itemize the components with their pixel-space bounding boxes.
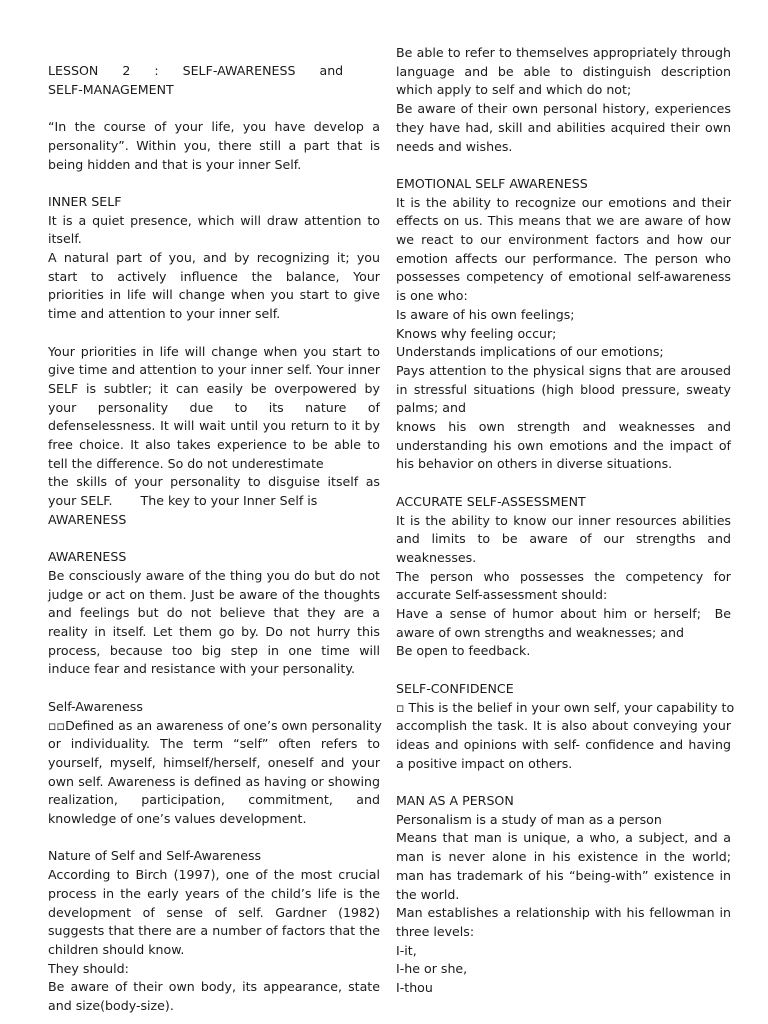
left-column bbox=[48, 62, 380, 1016]
inner-self-paragraph-1: It is a quiet presence, which will draw attention to itself. bbox=[48, 212, 380, 247]
humor-line2: aware of own strengths and weaknesses; and bbox=[396, 624, 684, 640]
emotional-item-3: Understands implications of our emotions; bbox=[396, 344, 664, 360]
skills-line3: AWARENESS bbox=[48, 511, 127, 527]
accurate-heading: ACCURATE SELF-ASSESSMENT bbox=[396, 493, 586, 509]
strengths-paragraph: knows his own strength and weaknesses and understanding his own emotions and the impact of his behavior on others in diverse situations. bbox=[396, 419, 731, 472]
level-item-1: I-it, bbox=[396, 942, 417, 958]
self-awareness-line1 bbox=[48, 717, 388, 736]
emotional-item-2: Knows why feeling occur; bbox=[396, 325, 557, 341]
skills-line1: the skills of your personality to disguise itself as bbox=[48, 474, 380, 490]
nature-paragraph: According to Birch (1997), one of the most crucial process in the early years of the child’s life is the development of sense of self. Gardner (1982) suggests that there are a number of factors that the children should know. bbox=[48, 867, 380, 957]
skills-paragraph bbox=[48, 473, 380, 529]
confidence-line1 bbox=[396, 699, 735, 718]
emotional-item-1: Is aware of his own feelings; bbox=[396, 306, 575, 322]
means-paragraph: Means that man is unique, a who, a subject, and a man is never alone in his existence in the world; man has trademark of his “being-with” existence in the world. bbox=[396, 830, 731, 902]
self-awareness-paragraph: or individuality. The term “self” often refers to yourself, myself, himself/herself, oneself and your own self. Awareness is defined as having or showing realization, participation, commitment, and knowledge of one’s values development. bbox=[48, 736, 380, 827]
nature-heading: Nature of Self and Self-Awareness bbox=[48, 848, 262, 864]
humor-paragraph bbox=[396, 605, 731, 642]
relationship-paragraph: Man establishes a relationship with his fellowman in three levels: bbox=[396, 905, 731, 939]
inner-self-paragraph-2: A natural part of you, and by recognizing it; you start to actively influence the balance, Your priorities in life will change when you start to give time and attention to your inner self. bbox=[48, 250, 380, 322]
glyph-placeholder-icon: ▫▫ bbox=[48, 717, 66, 733]
skills-line2: your SELF. The key to your Inner Self is bbox=[48, 493, 318, 509]
level-item-2: I-he or she, bbox=[396, 961, 468, 977]
refer-paragraph: Be able to refer to themselves appropriately through language and be able to distinguish description which apply to self and which do not; bbox=[396, 45, 731, 98]
feedback-line: Be open to feedback. bbox=[396, 643, 531, 659]
confidence-heading: SELF-CONFIDENCE bbox=[396, 680, 514, 696]
history-paragraph: Be aware of their own personal history, experiences they have had, skill and abilities acquired their own needs and wishes. bbox=[396, 101, 731, 154]
self-awareness-heading: Self-Awareness bbox=[48, 698, 143, 714]
should-label: They should: bbox=[48, 960, 129, 976]
level-item-3: I-thou bbox=[396, 980, 433, 996]
awareness-heading: AWARENESS bbox=[48, 549, 127, 565]
self-awareness-line1-text: Defined as an awareness of one’s own personality bbox=[65, 717, 382, 733]
emotional-paragraph: It is the ability to recognize our emotions and their effects on us. This means that we are aware of how we react to our environment factors and how our emotion affects our performance. The person who possesses competency of emotional self-awareness is one who: bbox=[396, 194, 731, 304]
competency-paragraph: The person who possesses the competency for accurate Self-assessment should: bbox=[396, 568, 731, 603]
awareness-paragraph: Be consciously aware of the thing you do but do not judge or act on them. Just be aware of the thoughts and feelings but do not believe that they are a reality in itself. Let them go by. Do not hurry this process, because too big step in one time will induce fear and resistance with your personality. bbox=[48, 567, 380, 677]
accurate-paragraph: It is the ability to know our inner resources abilities and limits to be aware of our strengths and weaknesses. bbox=[396, 512, 731, 565]
confidence-line1-text: This is the belief in your own self, your capability to bbox=[404, 699, 735, 715]
man-heading: MAN AS A PERSON bbox=[396, 793, 514, 809]
priorities-paragraph: Your priorities in life will change when you start to give time and attention to your inner self. Your inner SELF is subtler; it can easily be overpowered by your personality due to its nature of defenselessness. It will wait until you return to it by free choice. It also takes experience to be able to tell the difference. So do not underestimate bbox=[48, 343, 380, 471]
glyph-placeholder-icon: ▫ bbox=[396, 699, 405, 715]
physical-signs-paragraph: Pays attention to the physical signs that are aroused in stressful situations (high blood pressure, sweaty palms; and bbox=[396, 362, 731, 416]
intro-paragraph: “In the course of your life, you have develop a personality”. Within you, there still a part that is being hidden and that is your inner Self. bbox=[48, 119, 380, 172]
inner-self-heading: INNER SELF bbox=[48, 193, 122, 209]
personalism-line: Personalism is a study of man as a person bbox=[396, 811, 662, 827]
lesson-title-line1: LESSON 2 : SELF-AWARENESS and bbox=[48, 63, 344, 78]
humor-line1: Have a sense of humor about him or herself; Be bbox=[396, 606, 731, 622]
right-column bbox=[396, 44, 735, 998]
emotional-heading: EMOTIONAL SELF AWARENESS bbox=[396, 175, 588, 191]
body-aware-paragraph: Be aware of their own body, its appearance, state and size(body-size). bbox=[48, 979, 380, 1014]
lesson-title-line2: SELF-MANAGEMENT bbox=[48, 81, 174, 97]
confidence-paragraph: accomplish the task. It is also about conveying your ideas and opinions with self- confidence and having a positive impact on others. bbox=[396, 718, 731, 771]
lesson-title bbox=[48, 62, 380, 99]
